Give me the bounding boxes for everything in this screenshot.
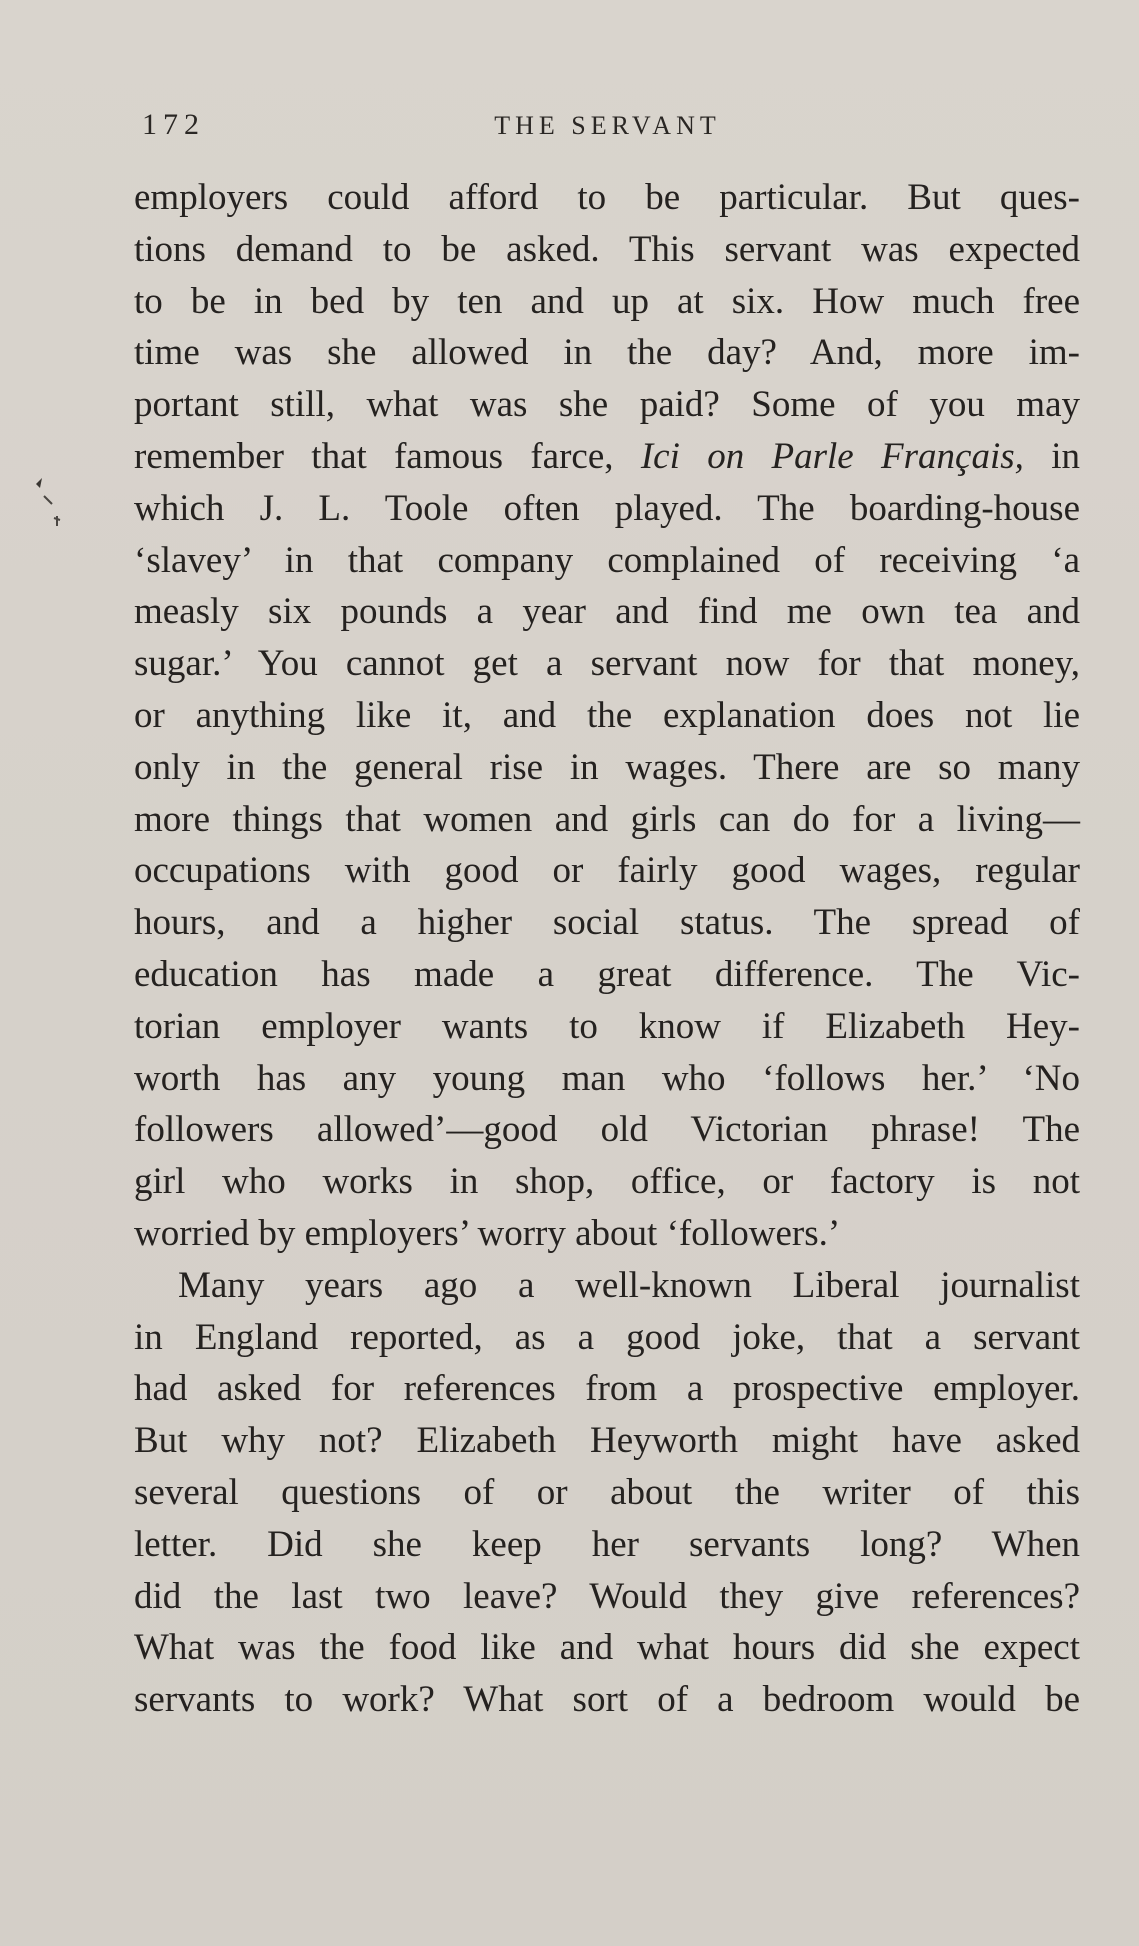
text-line: only in the general rise in wages. There are so many bbox=[134, 746, 1080, 788]
text-line: torian employer wants to know if Elizabeth Hey- bbox=[134, 1005, 1080, 1047]
text-line: time was she allowed in the day? And, more im- bbox=[134, 332, 1080, 374]
italic-title: Ici on Parle Français, bbox=[640, 435, 1024, 477]
text-line: Many years ago a well-known Liberal journalist bbox=[178, 1264, 1080, 1306]
text-line: What was the food like and what hours did she expect bbox=[134, 1627, 1080, 1669]
text-line: had asked for references from a prospective employer. bbox=[134, 1368, 1080, 1410]
text-line-with-title bbox=[134, 431, 1080, 483]
text-line: in England reported, as a good joke, that a servant bbox=[134, 1316, 1080, 1358]
body-text bbox=[134, 172, 1080, 1726]
text-fragment: remember that famous farce, bbox=[134, 435, 614, 477]
text-line: sugar.’ You cannot get a servant now for that money, bbox=[134, 643, 1080, 685]
text-line: worried by employers’ worry about ‘followers.’ bbox=[134, 1212, 841, 1254]
running-head: THE SERVANT bbox=[494, 111, 721, 140]
text-line: measly six pounds a year and find me own tea and bbox=[134, 591, 1080, 633]
text-line: ‘slavey’ in that company complained of receiving ‘a bbox=[134, 539, 1080, 581]
text-line: tions demand to be asked. This servant was expected bbox=[134, 228, 1080, 270]
page-header bbox=[134, 108, 1081, 148]
margin-pencil-mark-icon bbox=[28, 474, 66, 534]
page-number: 172 bbox=[142, 108, 205, 141]
text-line: several questions of or about the writer of this bbox=[134, 1471, 1080, 1513]
text-line: to be in bed by ten and up at six. How much free bbox=[134, 280, 1080, 322]
text-line: worth has any young man who ‘follows her.’ ‘No bbox=[134, 1057, 1080, 1099]
text-line: portant still, what was she paid? Some of you may bbox=[134, 384, 1080, 426]
text-line: more things that women and girls can do for a living— bbox=[134, 798, 1080, 840]
text-line: letter. Did she keep her servants long? When bbox=[134, 1523, 1080, 1565]
text-line: But why not? Elizabeth Heyworth might have asked bbox=[134, 1420, 1080, 1462]
text-line: which J. L. Toole often played. The boarding-house bbox=[134, 487, 1080, 529]
text-line: girl who works in shop, office, or factory is not bbox=[134, 1161, 1080, 1203]
text-line: occupations with good or fairly good wages, regular bbox=[134, 850, 1080, 892]
text-line: education has made a great difference. The Vic- bbox=[134, 953, 1080, 995]
text-line: followers allowed’—good old Victorian phrase! The bbox=[134, 1109, 1080, 1151]
text-line: hours, and a higher social status. The spread of bbox=[134, 902, 1080, 944]
text-line: employers could afford to be particular. But ques- bbox=[134, 177, 1080, 218]
text-fragment: in bbox=[1051, 435, 1081, 477]
text-line: did the last two leave? Would they give references? bbox=[134, 1575, 1080, 1617]
text-line: servants to work? What sort of a bedroom would be bbox=[134, 1679, 1080, 1721]
text-line: or anything like it, and the explanation does not lie bbox=[134, 694, 1080, 736]
